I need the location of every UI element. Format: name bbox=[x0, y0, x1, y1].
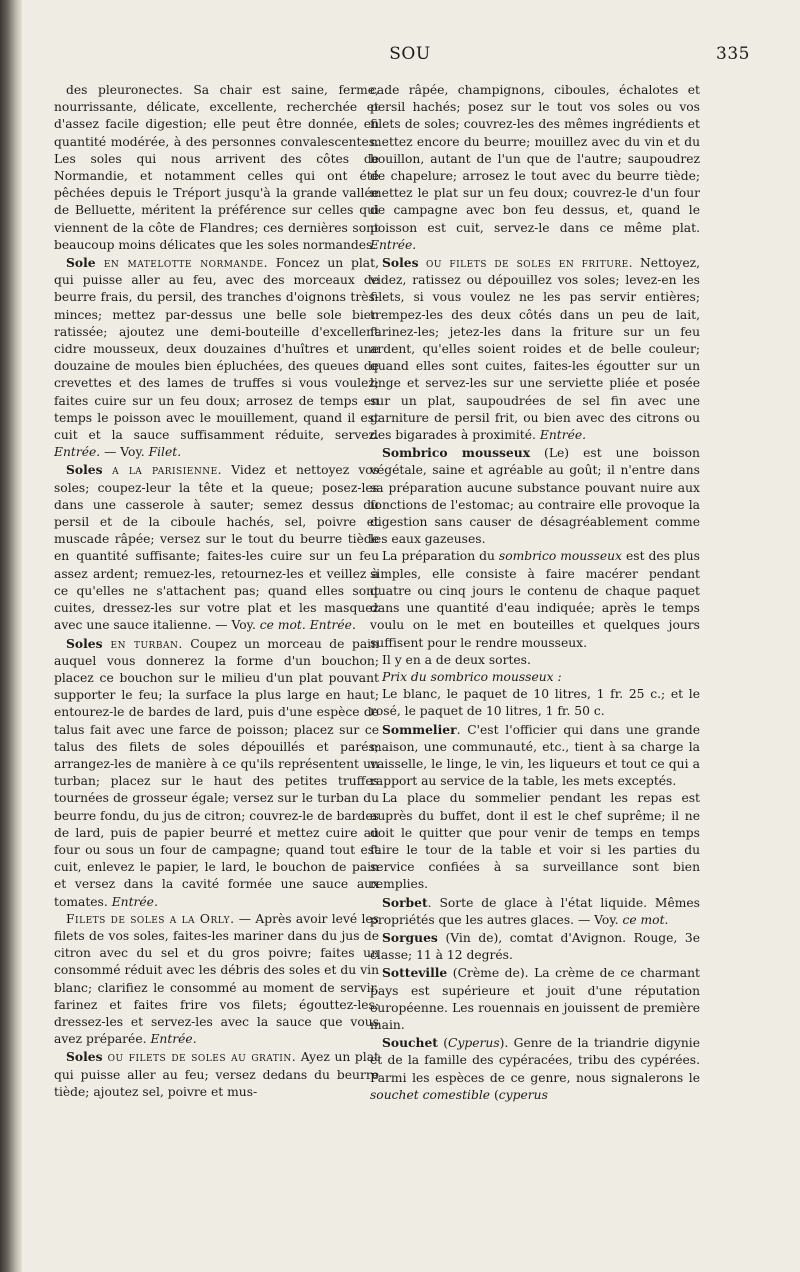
headword: Soles bbox=[66, 462, 103, 478]
entry-text: ( bbox=[437, 1036, 449, 1051]
headword: Sole bbox=[66, 255, 96, 271]
entry-text: Entrée. bbox=[539, 428, 587, 443]
left-column bbox=[54, 82, 379, 1101]
entry-text: Entrée. bbox=[150, 1032, 197, 1047]
entry-text: Filet. bbox=[148, 445, 182, 460]
headword: Soles bbox=[382, 255, 419, 271]
entry-text: Entrée. bbox=[370, 237, 417, 252]
entry-sommelier bbox=[370, 721, 700, 791]
entry-text: ce mot. Entrée. bbox=[259, 618, 356, 633]
entry-text: cade râpée, champignons, ciboules, échalotes et persil hachés; posez sur le tout vos soles ou vos filets de soles; couvrez-les des mêmes ingrédients et mettez encore du beurre; mouillez avec du vin et du bouillon, autant de l'un que de l'autre; saupoudrez de chapelure; arrosez le tout avec du beurre tiède; mettez le plat sur un feu doux; couvrez-le d'un four de campagne avec bon feu dessus, et, quand le poisson est cuit, servez-le dans ce même plat. bbox=[370, 83, 700, 235]
entry-text: est des plus simples, elle consiste à faire macérer pendant quatre ou cinq jours le contenu de chaque paquet dans une quantité d'eau indiquée; après le temps voulu on le met en bouteilles et quelques jours suffisent pour le rendre mousseux. bbox=[370, 549, 700, 650]
entry-text: . Sorte de glace à l'état liquide. Mêmes propriétés que les autres glaces. — Voy. bbox=[370, 895, 700, 927]
entry-text: Cyperus bbox=[448, 1036, 500, 1051]
entry-text: ou filets de soles au gratin. bbox=[102, 1050, 297, 1065]
page-header bbox=[60, 44, 760, 72]
entry-sommelier-2 bbox=[370, 790, 700, 893]
entry-text: Entrée. bbox=[111, 894, 158, 909]
entry-text: en turban. bbox=[102, 636, 183, 651]
entry-text: souchet comestible bbox=[370, 1087, 491, 1102]
page-number: 335 bbox=[716, 44, 750, 64]
entry-text: (Crème de). La crème de ce charmant pays est supérieure et jouit d'une réputation européenne. Les rouennais en jouissent de première main. bbox=[370, 966, 700, 1032]
entry-text: Entrée. bbox=[54, 445, 101, 460]
headword: Sorgues bbox=[382, 929, 438, 945]
headword: Soles bbox=[66, 635, 103, 651]
entry-text: — Après avoir levé les filets de vos soles, faites-les mariner dans du jus de citron avec du sel et du gros poivre; faites un consommé réduit avec les débris des soles et du vin blanc; clarifiez le consommé au moment de servir, farinez et faites frire vos filets; égouttez-les; dressez-les et servez-les avec la sauce que vous avez préparée. bbox=[54, 911, 379, 1047]
headword: Soles bbox=[66, 1049, 103, 1065]
entry-text: (Le) est une boisson végétale, saine et agréable au goût; il n'entre dans sa préparation aucune substance pouvant nuire aux fonctions de l'estomac; au contraire elle provoque la digestion sans causer de désagréablement comme les eaux gazeuses. bbox=[370, 446, 700, 547]
entry-text: Filets de soles a la Orly. bbox=[66, 911, 235, 926]
entry-text: ). Genre de la triandrie digynie et de la famille des cypéracées, tribu des cypérées. Parmi les espèces de ce genre, nous signalerons le bbox=[370, 1036, 700, 1085]
entry-text: a la parisienne. bbox=[102, 463, 223, 478]
entry-text: ou filets de soles en friture. bbox=[418, 256, 634, 271]
entry-filets-orly bbox=[54, 911, 379, 1049]
entry-text: des pleuronectes. Sa chair est saine, ferme, nourrissante, délicate, excellente, recherchée et d'assez facile digestion; elle peut être donnée, en quantité modérée, à des personnes convalescentes. Les soles qui nous arrivent des côtes de Normandie, et notamment celles qui ont été pêchées depuis le Tréport jusqu'à la grande vallée de Belluette, méritent la préférence sur celles qui viennent de la côte de Flandres; ces dernières sont beaucoup moins délicates que les soles normandes. bbox=[54, 83, 379, 252]
entry-gratin-cont bbox=[370, 82, 700, 254]
entry-sotteville bbox=[370, 964, 700, 1034]
headword: Sotteville bbox=[382, 965, 448, 981]
entry-sorgues bbox=[370, 929, 700, 964]
entry-intro bbox=[54, 82, 379, 254]
entry-text: — Voy. bbox=[100, 445, 149, 460]
entry-text: La préparation du bbox=[382, 549, 499, 564]
entry-text: ce mot. bbox=[622, 912, 669, 927]
entry-text: en matelotte normande. bbox=[95, 256, 269, 271]
entry-soles-turban bbox=[54, 635, 379, 911]
entry-soles-gratin bbox=[54, 1048, 379, 1101]
running-head: SOU bbox=[389, 44, 431, 64]
entry-sombrico-prep bbox=[370, 548, 700, 651]
entry-text: Il y en a de deux sortes. bbox=[382, 652, 531, 667]
entry-sombrico-prices bbox=[370, 686, 700, 720]
entry-text: ( bbox=[490, 1087, 499, 1102]
entry-soles-friture bbox=[370, 254, 700, 444]
entry-text: (Vin de), comtat d'Avignon. Rouge, 3e classe; 11 à 12 degrés. bbox=[370, 930, 700, 963]
entry-sole-matelotte bbox=[54, 254, 379, 461]
entry-sorbet bbox=[370, 894, 700, 929]
entry-text: Foncez un plat, qui puisse aller au feu, avec des morceaux de beurre frais, du persil, des tranches d'oignons très-minces; mettez par-dessus une belle sole bien ratissée; ajoutez une demi-bouteille d'excellent cidre mousseux, deux douzaines d'huîtres et une douzaine de moules bien épluchées, des queues de crevettes et des lames de truffes si vous voulez; faites cuire sur un feu doux; arrosez de temps en temps le poisson avec le mouillement, quand il est cuit et la sauce suffisamment réduite, servez. bbox=[54, 256, 379, 443]
entry-text: La place du sommelier pendant les repas est auprès du buffet, dont il est le chef suprême; il ne doit le quitter que pour venir de temps en temps faire le tour de la table et voir si les parties du service confiées à sa surveillance sont bien remplies. bbox=[370, 791, 700, 892]
entry-sombrico-prix bbox=[370, 669, 700, 686]
book-binding-shadow bbox=[0, 0, 22, 1272]
headword: Sorbet bbox=[382, 894, 428, 910]
entry-text: Nettoyez, videz, ratissez ou dépouillez vos soles; levez-en les filets, si vous voulez ne les pas servir entières; trempez-les des deux côtés dans un peu de lait, farinez-les; jetez-les dans la friture sur un feu ardent, qu'elles soient roides et de belle couleur; quand elles sont cuites, faites-les égoutter sur un linge et servez-les sur une serviette pliée et posée sur un plat, saupoudrées de sel fin avec une garniture de persil frit, ou bien avec des citrons ou des bigarades à proximité. bbox=[370, 256, 700, 443]
entry-text: . C'est l'officier qui dans une grande maison, une communauté, etc., tient à sa charge la vaisselle, le linge, le vin, les liqueurs et tout ce qui a rapport au service de la table, les mets exceptés. bbox=[370, 722, 700, 789]
headword: Souchet bbox=[382, 1035, 438, 1051]
entry-sombrico bbox=[370, 444, 700, 548]
headword: Sombrico mousseux bbox=[382, 445, 531, 461]
entry-text: Coupez un morceau de pain auquel vous donnerez la forme d'un bouchon; placez ce bouchon sur le milieu d'un plat pouvant supporter le feu; la surface la plus large en haut; entourez-le de bardes de lard, puis d'une espèce de talus fait avec une farce de poisson; placez sur ce talus des filets de soles dépouillés et parés; arrangez-les de manière à ce qu'ils représentent un turban; placez sur le haut des petites truffes tournées de grosseur égale; versez sur le turban du beurre fondu, du jus de citron; couvrez-le de bardes de lard, puis de papier beurré et mettez cuire au four ou sous un four de campagne; quand tout est cuit, enlevez le papier, le lard, le bouchon de pain et versez dans la cavité formée une sauce aux tomates. bbox=[54, 636, 379, 909]
entry-souchet bbox=[370, 1034, 700, 1104]
entry-text: cyperus bbox=[498, 1087, 548, 1102]
entry-text: Prix du sombrico mousseux : bbox=[382, 669, 562, 684]
headword: Sommelier bbox=[382, 721, 457, 737]
entry-text: sombrico mousseux bbox=[498, 549, 622, 564]
entry-text: Ayez un plat qui puisse aller au feu; versez dedans du beurre tiède; ajoutez sel, poivre et mus- bbox=[54, 1050, 379, 1099]
entry-soles-parisienne bbox=[54, 461, 379, 634]
entry-sombrico-sorts bbox=[370, 652, 700, 669]
entry-text: Le blanc, le paquet de 10 litres, 1 fr. 25 c.; et le rosé, le paquet de 10 litres, 1 fr. 50 c. bbox=[370, 687, 700, 719]
right-column bbox=[370, 82, 700, 1104]
entry-text: Videz et nettoyez vos soles; coupez-leur la tête et la queue; posez-les dans une casserole à sauter; semez dessus du persil et de la ciboule hachés, sel, poivre et muscade râpée; versez sur le tout du beurre tiède en quantité suffisante; faites-les cuire sur un feu assez ardent; remuez-les, retournez-les et veillez à ce qu'elles ne s'attachent pas; quand elles sont cuites, dressez-les sur votre plat et les masquez avec une sauce italienne. — Voy. bbox=[54, 463, 379, 633]
